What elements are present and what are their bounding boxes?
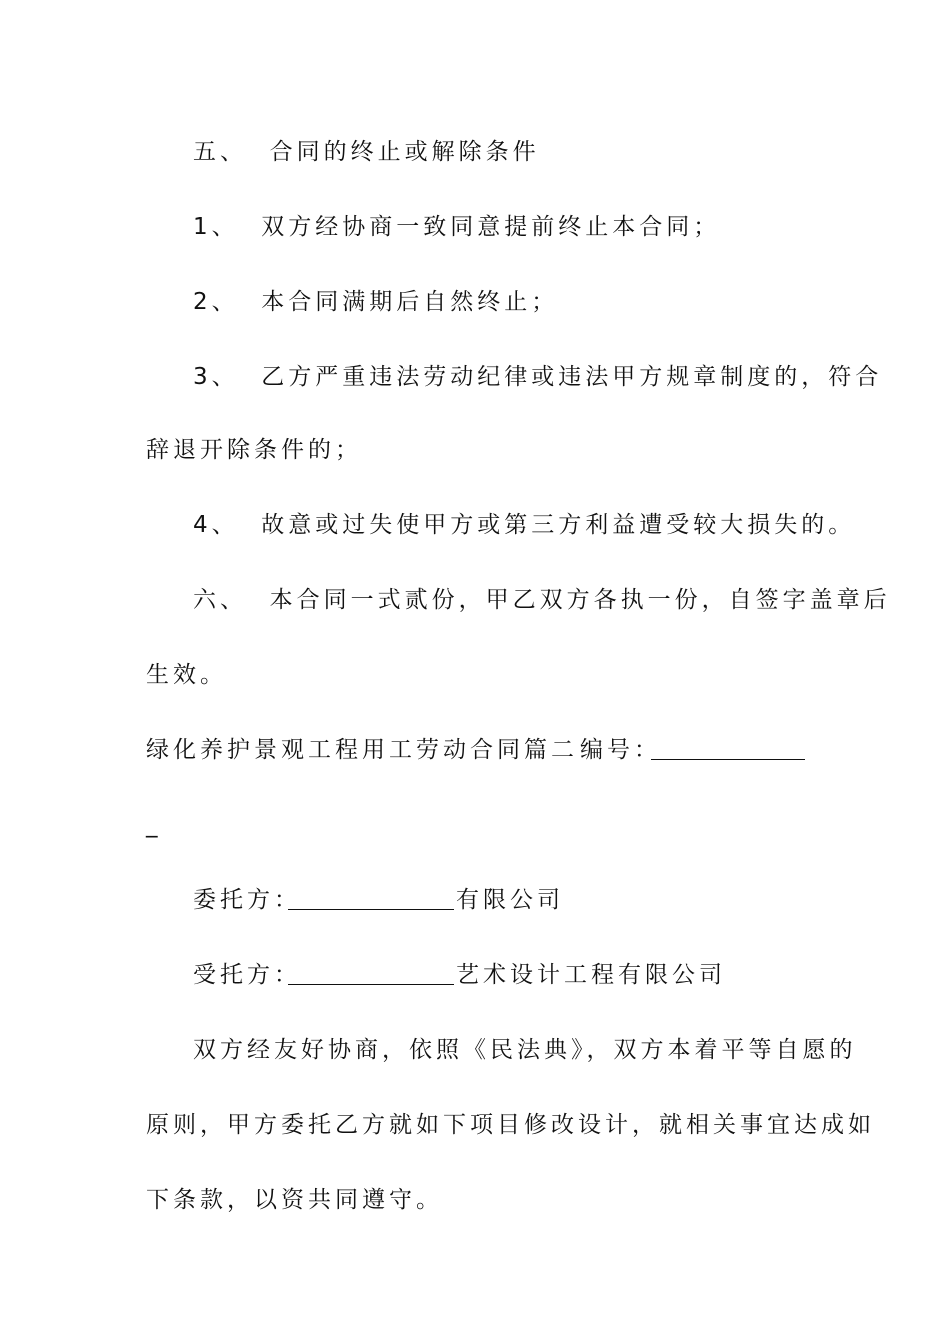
clause-3-line-2: 辞退开除条件的； bbox=[146, 437, 362, 463]
section-five-heading: 五、 合同的终止或解除条件 bbox=[193, 139, 540, 165]
entrusting-party-suffix: 有限公司 bbox=[456, 887, 564, 913]
agreement-paragraph-line-1: 双方经友好协商，依照《民法典》，双方本着平等自愿的 bbox=[193, 1037, 857, 1063]
contract-title: 绿化养护景观工程用工劳动合同篇二 bbox=[146, 737, 578, 763]
entrusted-party-label: 受托方： bbox=[193, 962, 301, 988]
contract-number-label: 编号： bbox=[580, 737, 661, 763]
clause-4: 4、 故意或过失使甲方或第三方利益遭受较大损失的。 bbox=[193, 512, 856, 538]
section-six-line-1: 六、 本合同一式贰份，甲乙双方各执一份，自签字盖章后 bbox=[193, 587, 891, 613]
clause-3-line-1: 3、 乙方严重违法劳动纪律或违法甲方规章制度的，符合 bbox=[193, 364, 883, 390]
contract-number-continuation: _ bbox=[146, 812, 162, 838]
contract-number-blank bbox=[651, 737, 805, 760]
entrusting-party-label: 委托方： bbox=[193, 887, 301, 913]
agreement-paragraph-line-2: 原则，甲方委托乙方就如下项目修改设计，就相关事宜达成如 bbox=[146, 1112, 875, 1138]
clause-2: 2、 本合同满期后自然终止； bbox=[193, 289, 559, 315]
clause-1: 1、 双方经协商一致同意提前终止本合同； bbox=[193, 214, 721, 240]
agreement-paragraph-line-3: 下条款，以资共同遵守。 bbox=[146, 1187, 443, 1213]
entrusted-party-blank bbox=[288, 962, 454, 985]
section-six-line-2: 生效。 bbox=[146, 662, 227, 688]
entrusted-party-suffix: 艺术设计工程有限公司 bbox=[456, 962, 726, 988]
entrusting-party-blank bbox=[288, 887, 454, 910]
